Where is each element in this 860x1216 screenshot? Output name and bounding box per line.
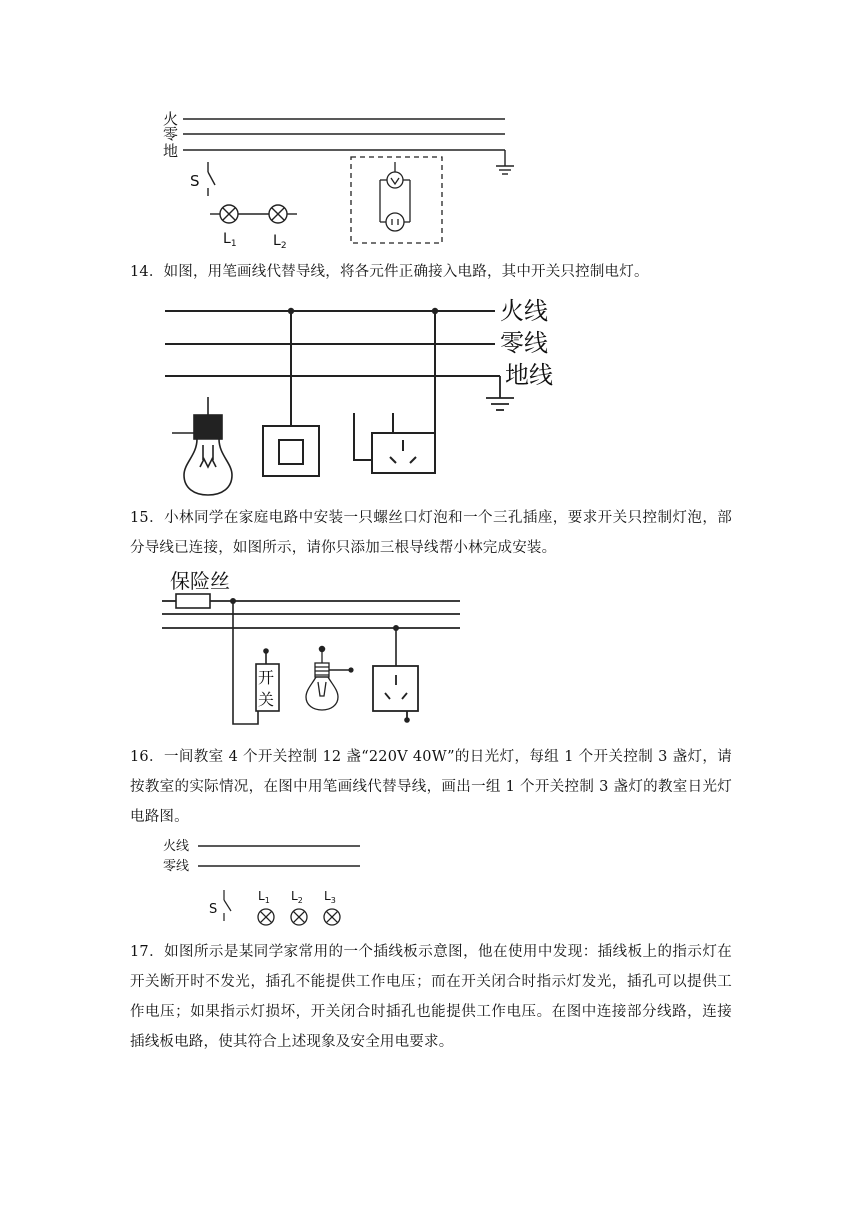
question-16-text <box>130 742 732 832</box>
lamp-l1-symbol <box>258 909 274 925</box>
neutral-wire-label: 零线 <box>500 329 548 357</box>
fuse-label: 保险丝 <box>170 569 230 593</box>
switch-s-symbol <box>224 890 231 921</box>
lamp-l2-label: $L_2$ <box>291 889 303 905</box>
figure-15-circuit <box>160 568 470 738</box>
switch-s-symbol <box>208 162 215 196</box>
figure-16-circuit <box>160 833 380 933</box>
question-17-body: 如图所示是某同学家常用的一个插线板示意图，他在使用中发现：插线板上的指示灯在开关断开时不发光，插孔不能提供工作电压；而在开关闭合时指示灯发光，插孔可以提供工作电压；如果指示灯损坏，开关闭合时插孔也能提供工作电压。在图中连接部分线路，连接插线板电路，使其符合上述现象及安全用电要求。 <box>130 944 732 1050</box>
question-16-number: 16． <box>130 749 164 765</box>
switch-s-label: S <box>190 172 200 190</box>
socket-dashed-box <box>351 157 442 243</box>
lamp-l3-symbol <box>324 909 340 925</box>
ground-wire-label: 地 <box>163 142 179 160</box>
three-hole-socket <box>373 666 418 719</box>
live-wire-label: 火线 <box>500 297 548 325</box>
figure-13-circuit <box>155 100 525 250</box>
lamp-l3-label: $L_3$ <box>324 889 336 905</box>
socket-components <box>380 162 410 231</box>
switch-s-label: S <box>209 902 218 917</box>
lamp-l1-label: $L_1$ <box>223 231 237 249</box>
figure-14-circuit <box>160 295 570 500</box>
question-17-number: 17． <box>130 944 165 960</box>
ground-symbol <box>496 150 514 174</box>
lamp-l1-symbol <box>210 205 269 223</box>
lamp-l2-label: $L_2$ <box>273 233 287 250</box>
screw-bulb-icon <box>306 646 338 710</box>
question-14-number: 14． <box>130 264 164 280</box>
junction-dot <box>404 717 410 723</box>
ground-wire-label: 地线 <box>505 361 553 389</box>
lamp-l2-symbol <box>291 909 307 925</box>
switch-label-bottom: 关 <box>258 690 275 709</box>
lamp-l1-label: $L_1$ <box>258 889 270 905</box>
neutral-wire-label: 零 <box>163 125 179 143</box>
neutral-wire-label: 零线 <box>163 859 190 874</box>
switch-lead-wire <box>233 601 258 724</box>
question-15-number: 15． <box>130 510 165 526</box>
junction-dot <box>348 667 353 672</box>
question-16-body: 一间教室 4 个开关控制 12 盏“220V 40W”的日光灯，每组 1 个开关控制 3 盏灯，请按教室的实际情况，在图中用笔画线代替导线，画出一组 1 个开关控制 3 盏灯的教室日光灯电路图。 <box>130 749 732 825</box>
light-bulb-icon <box>172 397 232 495</box>
switch-box <box>256 648 279 711</box>
question-14-text <box>130 257 732 287</box>
question-15-body: 小林同学在家庭电路中安装一只螺丝口灯泡和一个三孔插座，要求开关只控制灯泡，部分导线已连接，如图所示，请你只添加三根导线帮小林完成安装。 <box>130 510 732 556</box>
question-15-text <box>130 503 732 563</box>
question-17-text <box>130 937 732 1057</box>
live-wire-label: 火 <box>163 110 179 128</box>
fuse-symbol <box>176 594 210 608</box>
switch-box <box>263 426 319 476</box>
three-hole-socket <box>354 413 435 473</box>
lamp-l2-symbol <box>269 205 297 223</box>
switch-label-top: 开 <box>258 668 275 687</box>
question-14-body: 如图，用笔画线代替导线，将各元件正确接入电路，其中开关只控制电灯。 <box>163 264 649 280</box>
live-wire-label: 火线 <box>163 839 190 854</box>
